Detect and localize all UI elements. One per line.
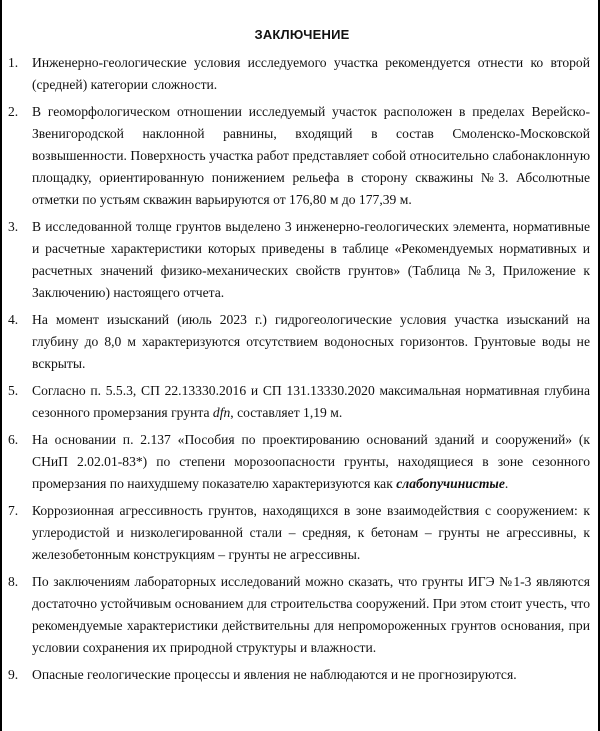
frost-heave-class: слабопучинистые [396,476,505,491]
item-number: 4. [8,312,19,327]
item-text-end: , составляет 1,19 м. [230,405,343,420]
item-text-start: На основании п. 2.137 «Пособия по проектированию оснований зданий и сооружений» (к СНиП 2.02.01-83*) по степени морозоопасности грунты, находящиеся в зоне сезонного промерзания по наихудшему показателю характеризуются как [32,432,590,491]
item-number: 7. [8,503,19,518]
item-number: 2. [8,104,19,119]
item-number: 6. [8,432,19,447]
item-text: Коррозионная агрессивность грунтов, находящихся в зоне взаимодействия с сооружением: к углеродистой и низколегированной стали – средняя, к бетонам – грунты не агрессивны, к железобетонным конструкциям – грунты не агрессивны. [32,503,590,562]
item-number: 1. [8,55,19,70]
item-number: 3. [8,219,19,234]
list-item [2,380,600,424]
frost-depth-symbol: dfn [212,405,231,420]
list-item [2,101,600,211]
item-text: По заключениям лабораторных исследований можно сказать, что грунты ИГЭ №1-3 являются достаточно устойчивым основанием для строительства сооружений. При этом стоит учесть, что рекомендуемые характеристики действительны для непромороженных грунтов основания, при условии сохранения их природной структуры и влажности. [32,574,590,655]
item-number: 9. [8,667,19,682]
list-item [2,309,600,375]
list-item [2,52,600,96]
item-number: 8. [8,574,19,589]
item-text-start: Согласно п. 5.5.3, СП 22.13330.2016 и СП 131.13330.2020 максимальная нормативная глубина сезонного промерзания грунта [32,383,590,420]
conclusions-list [2,52,600,691]
list-item [2,429,600,495]
list-item [2,664,600,686]
item-text: Инженерно-геологические условия исследуемого участка рекомендуется отнести ко второй (средней) категории сложности. [32,55,590,92]
item-text [32,383,590,420]
item-text: Опасные геологические процессы и явления не наблюдаются и не прогнозируются. [32,667,517,682]
page-title: ЗАКЛЮЧЕНИЕ [254,27,350,42]
item-text-end: . [504,476,509,491]
list-item [2,571,600,659]
list-item [2,500,600,566]
item-text: На момент изысканий (июль 2023 г.) гидрогеологические условия участка изысканий на глубину до 8,0 м характеризуются отсутствием водоносных горизонтов. Грунтовые воды не вскрыты. [32,312,590,371]
list-item [2,216,600,304]
item-text [32,432,590,491]
item-text: В геоморфологическом отношении исследуемый участок расположен в пределах Верейско-Звенигородской наклонной равнины, входящий в состав Смоленско-Московской возвышенности. Поверхность участка работ представляет собой относительно слабонаклонную площадку, ориентированную понижением рельефа в сторону скважины №3. Абсолютные отметки по устьям скважин варьируются от 176,80 м до 177,39 м. [32,104,590,207]
item-number: 5. [8,383,19,398]
item-text: В исследованной толще грунтов выделено 3 инженерно-геологических элемента, нормативные и расчетные характеристики которых приведены в таблице «Рекомендуемых нормативных и расчетных значений физико-механических свойств грунтов» (Таблица №3, Приложение к Заключению) настоящего отчета. [32,219,590,300]
